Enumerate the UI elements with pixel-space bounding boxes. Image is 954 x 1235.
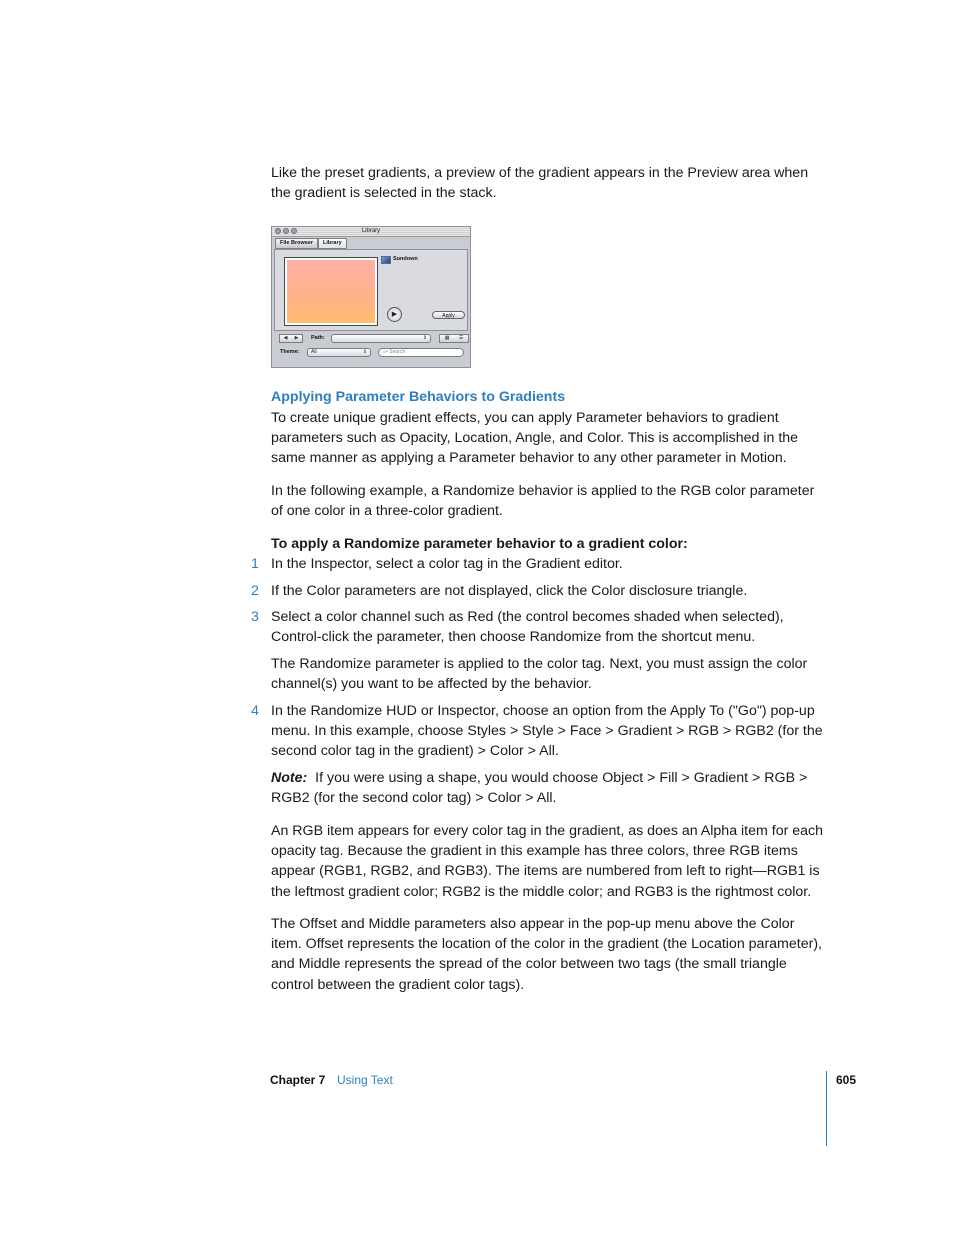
- task-heading: To apply a Randomize parameter behavior to a gradient color:: [271, 536, 688, 552]
- step-3-followup: The Randomize parameter is applied to the color tag. Next, you must assign the color channel(s) you want to be affected by the behavior.: [271, 656, 808, 693]
- nav-arrows[interactable]: [279, 334, 303, 343]
- note-paragraph: [271, 768, 827, 808]
- view-toggle[interactable]: [439, 334, 469, 343]
- step-text: Select a color channel such as Red (the control becomes shaded when selected), Control-click the parameter, then choose Randomize from the shortcut menu.: [271, 609, 784, 646]
- section-heading: Applying Parameter Behaviors to Gradients: [271, 389, 566, 405]
- gradient-name: Sundown: [393, 256, 418, 262]
- chevron-updown-icon: ⇕: [362, 349, 367, 355]
- paragraph-1: To create unique gradient effects, you can apply Parameter behaviors to gradient parameters such as Opacity, Location, Angle, and Color. This is accomplished in the same manner as applying a Parameter behavior to any other parameter in Motion.: [271, 410, 799, 467]
- icon-view-icon[interactable]: ▦: [444, 335, 450, 341]
- path-popup[interactable]: [331, 334, 431, 343]
- window-title: Library: [361, 228, 381, 234]
- intro-paragraph: Like the preset gradients, a preview of the gradient appears in the Preview area when the gradient is selected in the stack.: [271, 165, 809, 202]
- search-input[interactable]: [378, 348, 464, 357]
- forward-arrow-icon[interactable]: ▶: [294, 335, 299, 341]
- theme-value: All: [311, 349, 317, 355]
- window-titlebar: [272, 227, 470, 237]
- step-number: 4: [251, 703, 259, 719]
- footer-divider: [826, 1071, 827, 1146]
- note-label: Note:: [271, 770, 308, 786]
- back-arrow-icon[interactable]: ◀: [283, 335, 288, 341]
- page-number: 605: [836, 1073, 857, 1087]
- list-view-icon[interactable]: ☰: [458, 335, 464, 341]
- paragraph-2: In the following example, a Randomize behavior is applied to the RGB color parameter of one color in a three-color gradient.: [271, 483, 815, 520]
- preview-panel: [274, 249, 468, 331]
- search-icon: ⌕▾: [383, 349, 388, 355]
- step-number: 1: [251, 556, 259, 572]
- play-icon[interactable]: ▶: [387, 307, 402, 322]
- footer-chapter-title[interactable]: Using Text: [337, 1073, 393, 1087]
- note-text: If you were using a shape, you would choose Object > Fill > Gradient > RGB > RGB2 (for the second color tag) > Color > All.: [271, 770, 808, 807]
- apply-button[interactable]: Apply: [432, 311, 465, 319]
- chevron-updown-icon: ⇕: [422, 335, 427, 341]
- library-window-screenshot: [271, 226, 471, 368]
- search-placeholder: Search: [389, 349, 406, 355]
- theme-label: Theme:: [280, 349, 300, 355]
- gradient-preview: [284, 257, 378, 326]
- paragraph-3: An RGB item appears for every color tag in the gradient, as does an Alpha item for each opacity tag. Because the gradient in this example has three colors, three RGB items appear (RGB1, RGB2, and RGB3). The items are numbered from left to right—RGB1 is the leftmost gradient color; RGB2 is the middle color; and RGB3 is the rightmost color.: [271, 823, 824, 900]
- gradient-icon: [381, 256, 391, 264]
- step-number: 3: [251, 609, 259, 625]
- path-label: Path:: [311, 335, 325, 341]
- step-text: In the Randomize HUD or Inspector, choose an option from the Apply To ("Go") pop-up menu. In this example, choose Styles > Style > Face > Gradient > RGB > RGB2 (for the second color tag in the gradient) > Color > All.: [271, 703, 823, 760]
- tab-library[interactable]: Library: [318, 238, 347, 249]
- step-text: In the Inspector, select a color tag in the Gradient editor.: [271, 556, 623, 572]
- footer-chapter: Chapter 7: [270, 1073, 326, 1087]
- step-text: If the Color parameters are not displayed, click the Color disclosure triangle.: [271, 583, 748, 599]
- paragraph-4: The Offset and Middle parameters also appear in the pop-up menu above the Color item. Offset represents the location of the color in the gradient (the Location parameter), and Middle represents the spread of the color between two tags (the small triangle control between the gradient color tags).: [271, 916, 822, 993]
- step-number: 2: [251, 583, 259, 599]
- theme-popup[interactable]: [307, 348, 371, 357]
- tab-file-browser[interactable]: File Browser: [275, 238, 318, 249]
